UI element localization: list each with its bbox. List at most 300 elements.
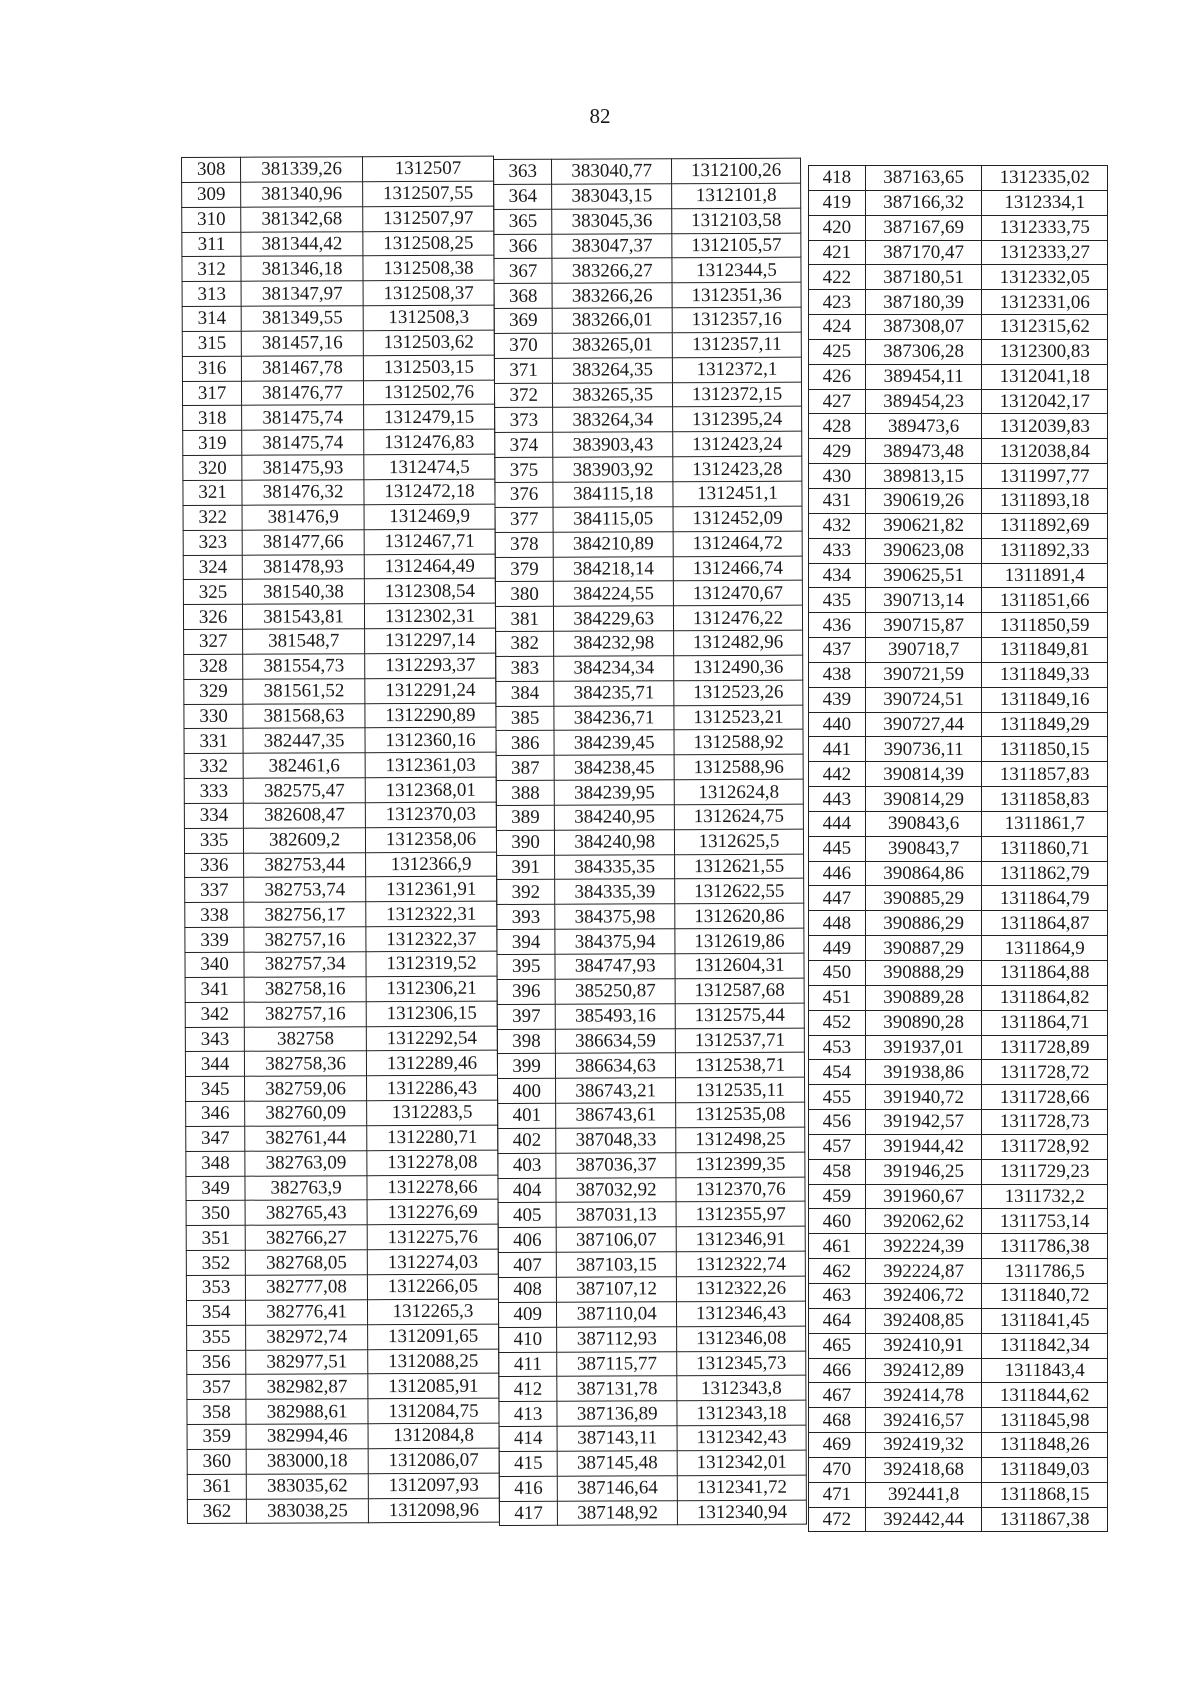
y-coordinate-cell: 1311862,79 xyxy=(982,861,1108,886)
y-coordinate-cell: 1312335,02 xyxy=(982,166,1108,191)
table-row xyxy=(185,1051,497,1077)
point-number-cell: 344 xyxy=(185,1052,244,1077)
table-row xyxy=(809,588,1108,613)
point-number-cell: 352 xyxy=(186,1250,245,1275)
table-row xyxy=(498,1127,805,1153)
y-coordinate-cell: 1311892,69 xyxy=(982,513,1108,538)
table-row xyxy=(495,605,802,631)
point-number-cell: 429 xyxy=(809,439,866,464)
point-number-cell: 331 xyxy=(184,729,243,754)
x-coordinate-cell: 381475,93 xyxy=(242,455,364,480)
y-coordinate-cell: 1311728,73 xyxy=(982,1110,1108,1135)
y-coordinate-cell: 1312537,71 xyxy=(675,1028,804,1053)
point-number-cell: 345 xyxy=(186,1076,245,1101)
x-coordinate-cell: 382759,06 xyxy=(245,1076,367,1101)
table-row xyxy=(499,1351,806,1377)
x-coordinate-cell: 381349,55 xyxy=(241,306,363,331)
table-row xyxy=(498,1177,805,1203)
point-number-cell: 444 xyxy=(809,811,866,836)
y-coordinate-cell: 1312297,14 xyxy=(364,628,495,653)
point-number-cell: 437 xyxy=(809,638,866,663)
x-coordinate-cell: 387308,07 xyxy=(865,315,982,340)
y-coordinate-cell: 1312523,26 xyxy=(674,680,803,705)
point-number-cell: 403 xyxy=(498,1153,556,1178)
table-row xyxy=(495,407,802,433)
x-coordinate-cell: 390864,86 xyxy=(865,861,982,886)
point-number-cell: 431 xyxy=(809,488,866,513)
point-number-cell: 419 xyxy=(809,190,866,215)
y-coordinate-cell: 1312302,31 xyxy=(364,603,495,628)
x-coordinate-cell: 392224,39 xyxy=(865,1234,982,1259)
table-row xyxy=(494,208,801,234)
y-coordinate-cell: 1311857,83 xyxy=(982,762,1108,787)
point-number-cell: 389 xyxy=(496,805,554,830)
table-row xyxy=(496,680,803,706)
y-coordinate-cell: 1312622,55 xyxy=(675,879,804,904)
table-row xyxy=(497,903,804,929)
table-row xyxy=(186,1274,498,1300)
y-coordinate-cell: 1312508,37 xyxy=(363,280,494,305)
table-row xyxy=(183,429,495,455)
y-coordinate-cell: 1312322,31 xyxy=(366,901,497,926)
point-number-cell: 382 xyxy=(496,631,554,656)
y-coordinate-cell: 1312399,35 xyxy=(676,1152,805,1177)
table-row xyxy=(185,1026,497,1052)
point-number-cell: 460 xyxy=(809,1209,866,1234)
point-number-cell: 315 xyxy=(182,331,241,356)
y-coordinate-cell: 1312370,76 xyxy=(676,1177,805,1202)
table-row xyxy=(185,852,497,878)
y-coordinate-cell: 1312286,43 xyxy=(366,1075,497,1100)
y-coordinate-cell: 1312343,18 xyxy=(677,1400,806,1425)
table-row xyxy=(187,1324,499,1350)
y-coordinate-cell: 1311864,9 xyxy=(982,936,1108,961)
point-number-cell: 332 xyxy=(184,753,243,778)
y-coordinate-cell: 1312039,83 xyxy=(982,414,1108,439)
point-number-cell: 313 xyxy=(182,281,241,306)
table-row xyxy=(186,1249,498,1275)
point-number-cell: 420 xyxy=(809,215,866,240)
x-coordinate-cell: 387036,37 xyxy=(556,1152,676,1177)
x-coordinate-cell: 390727,44 xyxy=(865,712,982,737)
point-number-cell: 372 xyxy=(494,383,552,408)
y-coordinate-cell: 1312625,5 xyxy=(674,829,803,854)
table-row xyxy=(184,628,496,654)
x-coordinate-cell: 383266,01 xyxy=(552,308,672,333)
x-coordinate-cell: 383264,34 xyxy=(553,407,673,432)
table-row xyxy=(809,265,1108,290)
point-number-cell: 338 xyxy=(185,903,244,928)
point-number-cell: 392 xyxy=(497,880,555,905)
point-number-cell: 364 xyxy=(494,184,552,209)
x-coordinate-cell: 381340,96 xyxy=(241,182,363,207)
x-coordinate-cell: 383265,35 xyxy=(553,382,673,407)
table-row xyxy=(185,877,497,903)
table-row xyxy=(499,1425,806,1451)
table-row xyxy=(495,580,802,606)
y-coordinate-cell: 1312372,1 xyxy=(672,357,801,382)
table-row xyxy=(809,836,1108,861)
x-coordinate-cell: 390621,82 xyxy=(865,513,982,538)
table-row xyxy=(184,827,496,853)
x-coordinate-cell: 383047,37 xyxy=(552,233,672,258)
point-number-cell: 355 xyxy=(187,1325,246,1350)
y-coordinate-cell: 1312333,27 xyxy=(982,240,1108,265)
y-coordinate-cell: 1311851,66 xyxy=(982,588,1108,613)
x-coordinate-cell: 390718,7 xyxy=(865,638,982,663)
x-coordinate-cell: 390713,14 xyxy=(865,588,982,613)
x-coordinate-cell: 389454,23 xyxy=(865,389,982,414)
point-number-cell: 409 xyxy=(498,1302,556,1327)
point-number-cell: 464 xyxy=(809,1308,866,1333)
point-number-cell: 335 xyxy=(184,828,243,853)
x-coordinate-cell: 392412,89 xyxy=(865,1358,982,1383)
x-coordinate-cell: 390623,08 xyxy=(865,538,982,563)
y-coordinate-cell: 1312395,24 xyxy=(673,407,802,432)
y-coordinate-cell: 1312588,96 xyxy=(674,754,803,779)
point-number-cell: 424 xyxy=(809,315,866,340)
table-row xyxy=(809,389,1108,414)
table-row xyxy=(182,256,494,282)
x-coordinate-cell: 390890,28 xyxy=(865,1010,982,1035)
point-number-cell: 400 xyxy=(498,1078,556,1103)
y-coordinate-cell: 1311848,26 xyxy=(982,1433,1108,1458)
y-coordinate-cell: 1312360,16 xyxy=(365,728,496,753)
point-number-cell: 370 xyxy=(494,333,552,358)
x-coordinate-cell: 382608,47 xyxy=(244,803,366,828)
table-row xyxy=(498,1077,805,1103)
table-row xyxy=(496,630,803,656)
x-coordinate-cell: 386743,61 xyxy=(556,1103,676,1128)
x-coordinate-cell: 390888,29 xyxy=(865,961,982,986)
table-row xyxy=(497,1028,804,1054)
point-number-cell: 434 xyxy=(809,563,866,588)
table-row xyxy=(182,231,494,257)
x-coordinate-cell: 382609,2 xyxy=(244,827,366,852)
point-number-cell: 396 xyxy=(497,979,555,1004)
y-coordinate-cell: 1312322,74 xyxy=(676,1251,805,1276)
table-row xyxy=(495,481,802,507)
table-row xyxy=(499,1500,806,1526)
table-row xyxy=(497,953,804,979)
y-coordinate-cell: 1312588,92 xyxy=(674,730,803,755)
y-coordinate-cell: 1312340,94 xyxy=(677,1500,806,1525)
y-coordinate-cell: 1312346,91 xyxy=(676,1226,805,1251)
table-row xyxy=(809,911,1108,936)
x-coordinate-cell: 381346,18 xyxy=(241,256,363,281)
y-coordinate-cell: 1311893,18 xyxy=(982,488,1108,513)
point-number-cell: 358 xyxy=(187,1399,246,1424)
y-coordinate-cell: 1311842,34 xyxy=(982,1333,1108,1358)
point-number-cell: 466 xyxy=(809,1358,866,1383)
point-number-cell: 442 xyxy=(809,762,866,787)
y-coordinate-cell: 1311849,03 xyxy=(982,1457,1108,1482)
y-coordinate-cell: 1311786,38 xyxy=(982,1234,1108,1259)
table-row xyxy=(498,1202,805,1228)
point-number-cell: 418 xyxy=(809,166,866,191)
y-coordinate-cell: 1312351,36 xyxy=(672,282,801,307)
point-number-cell: 387 xyxy=(496,755,554,780)
table-row xyxy=(185,976,497,1002)
y-coordinate-cell: 1312538,71 xyxy=(675,1053,804,1078)
point-number-cell: 381 xyxy=(495,606,553,631)
table-row xyxy=(809,1308,1108,1333)
table-row xyxy=(498,1301,805,1327)
point-number-cell: 361 xyxy=(187,1474,246,1499)
x-coordinate-cell: 392441,8 xyxy=(865,1482,982,1507)
point-number-cell: 330 xyxy=(184,704,243,729)
y-coordinate-cell: 1312358,06 xyxy=(365,827,496,852)
x-coordinate-cell: 382765,43 xyxy=(245,1200,367,1225)
table-row xyxy=(186,1150,498,1176)
point-number-cell: 346 xyxy=(186,1101,245,1126)
table-row xyxy=(183,405,495,431)
point-number-cell: 337 xyxy=(185,878,244,903)
table-row xyxy=(809,1085,1108,1110)
point-number-cell: 457 xyxy=(809,1134,866,1159)
table-row xyxy=(809,1408,1108,1433)
y-coordinate-cell: 1312038,84 xyxy=(982,439,1108,464)
x-coordinate-cell: 382766,27 xyxy=(245,1225,367,1250)
x-coordinate-cell: 381475,74 xyxy=(242,430,364,455)
table-row xyxy=(809,737,1108,762)
y-coordinate-cell: 1311849,29 xyxy=(982,712,1108,737)
point-number-cell: 415 xyxy=(499,1451,557,1476)
table-row xyxy=(496,754,803,780)
table-row xyxy=(496,829,803,855)
x-coordinate-cell: 383265,01 xyxy=(553,333,673,358)
point-number-cell: 435 xyxy=(809,588,866,613)
x-coordinate-cell: 384115,05 xyxy=(553,507,673,532)
point-number-cell: 458 xyxy=(809,1159,866,1184)
table-row xyxy=(809,936,1108,961)
x-coordinate-cell: 387145,48 xyxy=(557,1451,677,1476)
table-row xyxy=(183,578,495,604)
y-coordinate-cell: 1312278,08 xyxy=(367,1150,498,1175)
y-coordinate-cell: 1312308,54 xyxy=(364,578,495,603)
x-coordinate-cell: 384229,63 xyxy=(554,606,674,631)
x-coordinate-cell: 387167,69 xyxy=(865,215,982,240)
y-coordinate-cell: 1311728,89 xyxy=(982,1035,1108,1060)
point-number-cell: 349 xyxy=(186,1176,245,1201)
point-number-cell: 462 xyxy=(809,1259,866,1284)
y-coordinate-cell: 1312101,8 xyxy=(672,183,801,208)
table-row xyxy=(187,1373,499,1399)
x-coordinate-cell: 391937,01 xyxy=(865,1035,982,1060)
table-row xyxy=(809,339,1108,364)
y-coordinate-cell: 1311753,14 xyxy=(982,1209,1108,1234)
x-coordinate-cell: 390715,87 xyxy=(865,613,982,638)
point-number-cell: 318 xyxy=(183,406,242,431)
table-row xyxy=(809,638,1108,663)
point-number-cell: 327 xyxy=(184,629,243,654)
y-coordinate-cell: 1312266,05 xyxy=(367,1274,498,1299)
y-coordinate-cell: 1312283,5 xyxy=(367,1100,498,1125)
table-row xyxy=(186,1200,498,1226)
table-row xyxy=(809,1134,1108,1159)
y-coordinate-cell: 1311840,72 xyxy=(982,1283,1108,1308)
x-coordinate-cell: 382977,51 xyxy=(246,1349,368,1374)
y-coordinate-cell: 1312621,55 xyxy=(675,854,804,879)
y-coordinate-cell: 1312103,58 xyxy=(672,208,801,233)
point-number-cell: 440 xyxy=(809,712,866,737)
x-coordinate-cell: 383000,18 xyxy=(246,1449,368,1474)
table-row xyxy=(184,728,496,754)
point-number-cell: 410 xyxy=(499,1327,557,1352)
point-number-cell: 376 xyxy=(495,482,553,507)
point-number-cell: 373 xyxy=(495,408,553,433)
point-number-cell: 354 xyxy=(186,1300,245,1325)
x-coordinate-cell: 383040,77 xyxy=(552,159,672,184)
table-row xyxy=(498,1102,805,1128)
x-coordinate-cell: 384224,55 xyxy=(554,581,674,606)
y-coordinate-cell: 1311841,45 xyxy=(982,1308,1108,1333)
point-number-cell: 413 xyxy=(499,1401,557,1426)
table-row xyxy=(809,985,1108,1010)
point-number-cell: 436 xyxy=(809,613,866,638)
y-coordinate-cell: 1311864,82 xyxy=(982,985,1108,1010)
x-coordinate-cell: 383045,36 xyxy=(552,208,672,233)
x-coordinate-cell: 387166,32 xyxy=(865,190,982,215)
x-coordinate-cell: 390721,59 xyxy=(865,662,982,687)
x-coordinate-cell: 387143,11 xyxy=(557,1426,677,1451)
table-row xyxy=(809,1010,1108,1035)
table-row xyxy=(497,1053,804,1079)
y-coordinate-cell: 1312361,03 xyxy=(365,752,496,777)
point-number-cell: 455 xyxy=(809,1085,866,1110)
y-coordinate-cell: 1312292,54 xyxy=(366,1026,497,1051)
y-coordinate-cell: 1311858,83 xyxy=(982,787,1108,812)
x-coordinate-cell: 385250,87 xyxy=(555,979,675,1004)
y-coordinate-cell: 1312091,65 xyxy=(368,1324,499,1349)
x-coordinate-cell: 382972,74 xyxy=(246,1324,368,1349)
x-coordinate-cell: 381342,68 xyxy=(241,206,363,231)
point-number-cell: 445 xyxy=(809,836,866,861)
x-coordinate-cell: 383043,15 xyxy=(552,184,672,209)
y-coordinate-cell: 1312300,83 xyxy=(982,339,1108,364)
table-row xyxy=(809,1110,1108,1135)
table-row xyxy=(809,687,1108,712)
point-number-cell: 340 xyxy=(185,952,244,977)
point-number-cell: 432 xyxy=(809,513,866,538)
point-number-cell: 402 xyxy=(498,1128,556,1153)
point-number-cell: 395 xyxy=(497,954,555,979)
table-row xyxy=(184,653,496,679)
coordinate-table-3 xyxy=(808,165,1108,1532)
x-coordinate-cell: 384115,18 xyxy=(553,482,673,507)
x-coordinate-cell: 389473,48 xyxy=(865,439,982,464)
y-coordinate-cell: 1312474,5 xyxy=(364,454,495,479)
x-coordinate-cell: 381543,81 xyxy=(243,604,365,629)
x-coordinate-cell: 381347,97 xyxy=(241,281,363,306)
point-number-cell: 423 xyxy=(809,290,866,315)
coordinate-table-2 xyxy=(493,158,807,1527)
table-row xyxy=(809,613,1108,638)
table-row xyxy=(809,414,1108,439)
point-number-cell: 461 xyxy=(809,1234,866,1259)
x-coordinate-cell: 391944,42 xyxy=(865,1134,982,1159)
point-number-cell: 311 xyxy=(182,232,241,257)
point-number-cell: 308 xyxy=(182,157,241,182)
table-row xyxy=(182,181,494,207)
x-coordinate-cell: 390843,6 xyxy=(865,811,982,836)
point-number-cell: 348 xyxy=(186,1151,245,1176)
table-row xyxy=(494,332,801,358)
y-coordinate-cell: 1312346,08 xyxy=(677,1326,806,1351)
table-row xyxy=(185,901,497,927)
x-coordinate-cell: 392419,32 xyxy=(865,1433,982,1458)
point-number-cell: 467 xyxy=(809,1383,866,1408)
table-row xyxy=(182,380,494,406)
point-number-cell: 450 xyxy=(809,961,866,986)
table-row xyxy=(494,158,801,184)
x-coordinate-cell: 384375,94 xyxy=(555,929,675,954)
table-row xyxy=(182,280,494,306)
point-number-cell: 453 xyxy=(809,1035,866,1060)
y-coordinate-cell: 1312322,37 xyxy=(366,926,497,951)
table-row xyxy=(498,1251,805,1277)
table-row xyxy=(809,513,1108,538)
x-coordinate-cell: 382994,46 xyxy=(246,1424,368,1449)
table-row xyxy=(809,1457,1108,1482)
point-number-cell: 425 xyxy=(809,339,866,364)
x-coordinate-cell: 382758,36 xyxy=(245,1051,367,1076)
table-row xyxy=(809,662,1108,687)
y-coordinate-cell: 1312476,22 xyxy=(673,605,802,630)
point-number-cell: 406 xyxy=(498,1228,556,1253)
y-coordinate-cell: 1312523,21 xyxy=(674,705,803,730)
y-coordinate-cell: 1312619,86 xyxy=(675,928,804,953)
x-coordinate-cell: 384234,34 xyxy=(554,656,674,681)
table-row xyxy=(809,1507,1108,1532)
table-row xyxy=(498,1276,805,1302)
point-number-cell: 368 xyxy=(494,283,552,308)
y-coordinate-cell: 1312469,9 xyxy=(364,504,495,529)
table-row xyxy=(499,1475,806,1501)
y-coordinate-cell: 1312333,75 xyxy=(982,215,1108,240)
point-number-cell: 470 xyxy=(809,1457,866,1482)
point-number-cell: 323 xyxy=(183,530,242,555)
point-number-cell: 411 xyxy=(499,1352,557,1377)
point-number-cell: 374 xyxy=(495,433,553,458)
point-number-cell: 465 xyxy=(809,1333,866,1358)
y-coordinate-cell: 1312105,57 xyxy=(672,233,801,258)
table-row xyxy=(496,804,803,830)
y-coordinate-cell: 1312088,25 xyxy=(368,1349,499,1374)
point-number-cell: 472 xyxy=(809,1507,866,1532)
x-coordinate-cell: 382757,16 xyxy=(244,927,366,952)
point-number-cell: 356 xyxy=(187,1350,246,1375)
point-number-cell: 433 xyxy=(809,538,866,563)
y-coordinate-cell: 1312355,97 xyxy=(676,1202,805,1227)
x-coordinate-cell: 384335,35 xyxy=(555,854,675,879)
point-number-cell: 320 xyxy=(183,455,242,480)
x-coordinate-cell: 390619,26 xyxy=(865,488,982,513)
table-row xyxy=(809,1383,1108,1408)
point-number-cell: 312 xyxy=(182,257,241,282)
x-coordinate-cell: 387163,65 xyxy=(865,166,982,191)
x-coordinate-cell: 387170,47 xyxy=(865,240,982,265)
x-coordinate-cell: 387106,07 xyxy=(556,1227,676,1252)
y-coordinate-cell: 1312507,97 xyxy=(363,206,494,231)
x-coordinate-cell: 384238,45 xyxy=(554,755,674,780)
point-number-cell: 310 xyxy=(182,207,241,232)
point-number-cell: 377 xyxy=(495,507,553,532)
x-coordinate-cell: 383266,26 xyxy=(552,283,672,308)
point-number-cell: 390 xyxy=(496,830,554,855)
table-row xyxy=(809,961,1108,986)
y-coordinate-cell: 1311786,5 xyxy=(982,1259,1108,1284)
